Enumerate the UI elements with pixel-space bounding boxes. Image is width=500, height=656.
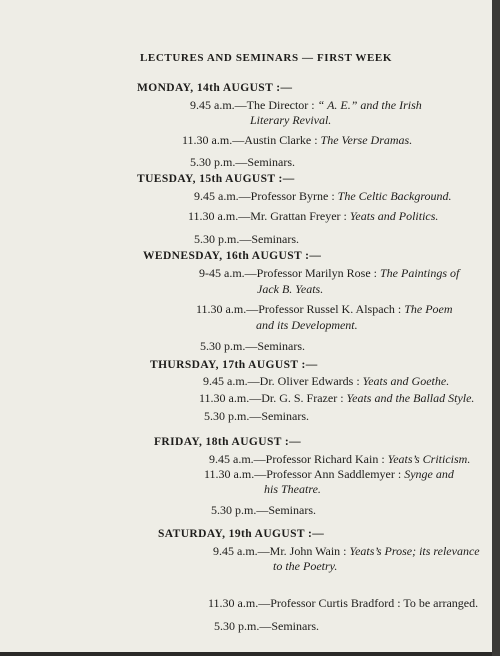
entry-speaker: Mr. John Wain : [269, 544, 350, 558]
entry-speaker: Seminars. [257, 339, 306, 353]
schedule-entry [190, 98, 422, 113]
schedule-entry [196, 302, 453, 317]
day-heading-friday: FRIDAY, 18th AUGUST :— [154, 436, 302, 448]
entry-time: 11.30 a.m.— [208, 596, 271, 610]
entry-speaker: Professor Russel K. Alspach : [258, 302, 405, 316]
schedule-entry [190, 155, 295, 170]
day-heading-saturday: SATURDAY, 19th AUGUST :— [158, 528, 325, 540]
entry-topic: Yeats and Politics. [349, 209, 439, 223]
entry-topic: To be arranged. [403, 596, 479, 610]
entry-time: 5.30 p.m.— [190, 155, 248, 169]
day-heading-wednesday: WEDNESDAY, 16th AUGUST :— [143, 250, 322, 262]
schedule-entry [213, 544, 480, 559]
entry-time: 9.45 a.m.— [194, 189, 251, 203]
schedule-entry [188, 209, 438, 224]
schedule-entry [209, 452, 470, 467]
entry-topic-continued: Literary Revival. [250, 113, 332, 127]
entry-speaker: Professor Marilyn Rose : [256, 266, 380, 280]
entry-time: 11.30 a.m.— [188, 209, 251, 223]
entry-time: 11.30 a.m.— [204, 467, 267, 481]
entry-speaker: Professor Byrne : [250, 189, 338, 203]
entry-topic: The Celtic Background. [337, 189, 452, 203]
entry-speaker: Professor Curtis Bradford : [270, 596, 404, 610]
schedule-entry [182, 133, 412, 148]
entry-topic: Yeats’s Criticism. [387, 452, 471, 466]
day-heading-tuesday: TUESDAY, 15th AUGUST :— [137, 173, 295, 185]
schedule-entry [194, 189, 452, 204]
entry-time: 5.30 p.m.— [214, 619, 272, 633]
entry-time: 9.45 a.m.— [209, 452, 266, 466]
entry-speaker: Seminars. [251, 232, 300, 246]
day-heading-thursday: THURSDAY, 17th AUGUST :— [150, 359, 318, 371]
entry-topic: Synge and [404, 467, 454, 481]
schedule-entry [199, 266, 459, 281]
schedule-entry [214, 619, 319, 634]
entry-speaker: Seminars. [268, 503, 317, 517]
entry-speaker: Mr. Grattan Freyer : [250, 209, 350, 223]
entry-time: 9.45 a.m.— [213, 544, 270, 558]
entry-topic: The Paintings of [379, 266, 460, 280]
entry-speaker: Seminars. [271, 619, 320, 633]
entry-speaker: The Director : [246, 98, 318, 112]
entry-topic: Yeats and the Ballad Style. [346, 391, 475, 405]
entry-time: 5.30 p.m.— [200, 339, 258, 353]
schedule-entry [194, 232, 299, 247]
page-edge-shadow [492, 0, 500, 656]
entry-time: 9-45 a.m.— [199, 266, 257, 280]
page-title: LECTURES AND SEMINARS — FIRST WEEK [140, 52, 392, 64]
entry-speaker: Professor Richard Kain : [265, 452, 388, 466]
entry-time: 11.30 a.m.— [196, 302, 259, 316]
day-heading-monday: MONDAY, 14th AUGUST :— [137, 82, 293, 94]
entry-speaker: Seminars. [247, 155, 296, 169]
schedule-entry [211, 503, 316, 518]
schedule-entry [203, 374, 449, 389]
entry-speaker: Dr. Oliver Edwards : [259, 374, 363, 388]
entry-speaker: Professor Ann Saddlemyer : [266, 467, 405, 481]
entry-topic: Yeats’s Prose; its relevance [349, 544, 480, 558]
schedule-entry [204, 409, 309, 424]
entry-topic: “ A. E.” and the Irish [317, 98, 422, 112]
schedule-entry [199, 391, 474, 406]
entry-topic-continued: to the Poetry. [273, 559, 338, 573]
entry-topic-continued: Jack B. Yeats. [257, 282, 324, 296]
entry-topic-continued: his Theatre. [264, 482, 321, 496]
entry-time: 9.45 a.m.— [190, 98, 247, 112]
entry-time: 11.30 a.m.— [182, 133, 245, 147]
entry-topic: The Poem [404, 302, 453, 316]
entry-time: 5.30 p.m.— [211, 503, 269, 517]
entry-topic-continued: and its Development. [256, 318, 358, 332]
schedule-entry [200, 339, 305, 354]
entry-time: 5.30 p.m.— [204, 409, 262, 423]
entry-speaker: Austin Clarke : [244, 133, 321, 147]
schedule-entry [208, 596, 478, 611]
entry-time: 11.30 a.m.— [199, 391, 262, 405]
entry-time: 9.45 a.m.— [203, 374, 260, 388]
entry-time: 5.30 p.m.— [194, 232, 252, 246]
entry-speaker: Seminars. [261, 409, 310, 423]
entry-topic: The Verse Dramas. [320, 133, 413, 147]
entry-topic: Yeats and Goethe. [362, 374, 450, 388]
entry-speaker: Dr. G. S. Frazer : [261, 391, 347, 405]
schedule-entry [204, 467, 454, 482]
